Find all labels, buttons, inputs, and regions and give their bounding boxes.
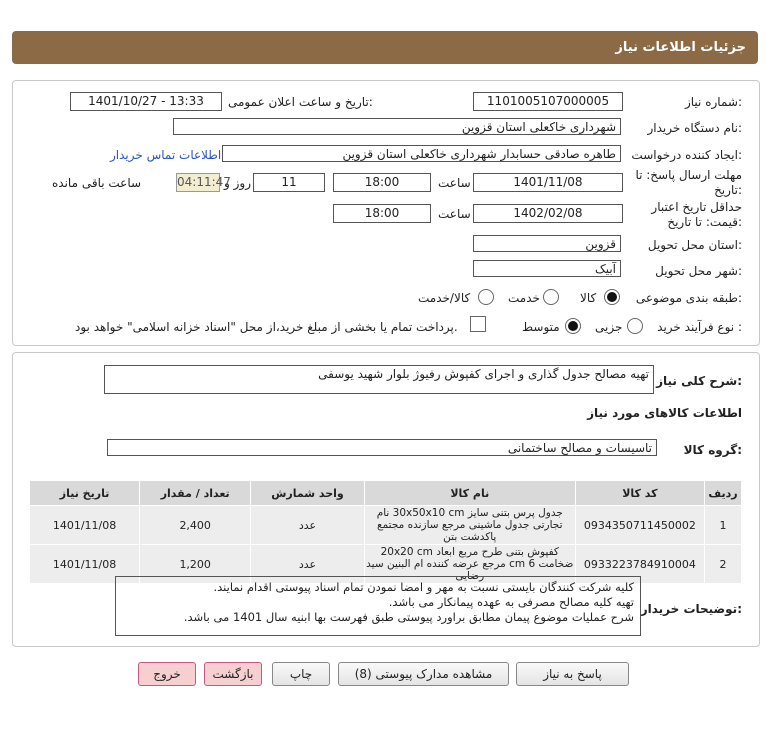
province-field: قزوین [473, 235, 621, 252]
category-option-service: خدمت [508, 291, 540, 305]
validity-time-label: ساعت [438, 207, 471, 221]
validity-label: حداقل تاریخ اعتبار [651, 200, 742, 214]
announce-field: 1401/10/27 - 13:33 [70, 92, 222, 111]
buyer-notes-box [115, 576, 641, 636]
col-date: تاریخ نیاز [30, 481, 140, 506]
back-button[interactable]: بازگشت [204, 662, 262, 686]
deadline-label-date: تاریخ: [714, 183, 742, 197]
category-radio-goods[interactable] [604, 289, 620, 305]
city-label: شهر محل تحویل: [655, 264, 742, 278]
table-header-row [30, 481, 742, 506]
deadline-date-field: 1401/11/08 [473, 173, 623, 192]
cell-name: جدول پرس بتنی سایز 30x50x10 cm نام تجارتی جدول ماشینی مرجع سازنده مجتمع پاکدشت بتن [364, 506, 575, 545]
cell-date: 1401/11/08 [30, 545, 140, 584]
col-name: نام کالا [364, 481, 575, 506]
process-note: پرداخت تمام یا بخشی از مبلغ خرید،از محل "اسناد خزانه اسلامی" خواهد بود. [75, 320, 458, 334]
province-label: استان محل تحویل: [647, 238, 742, 252]
process-option-medium: متوسط [522, 320, 560, 334]
cell-unit: عدد [251, 545, 364, 584]
page-title: جزئیات اطلاعات نیاز [615, 40, 746, 55]
attachments-button[interactable]: مشاهده مدارک پیوستی (8) [338, 662, 509, 686]
deadline-label: مهلت ارسال پاسخ: تا [635, 168, 742, 182]
category-option-goods: کالا [580, 291, 597, 305]
cell-qty: 1,200 [140, 545, 251, 584]
cell-qty: 2,400 [140, 506, 251, 545]
goods-group-label: گروه کالا: [683, 443, 742, 457]
col-code: کد کالا [575, 481, 704, 506]
cell-unit: عدد [251, 506, 364, 545]
remaining-time-field: 04:11:47 [176, 173, 220, 192]
cell-row: 1 [704, 506, 741, 545]
goods-table [29, 480, 742, 584]
treasury-checkbox[interactable] [470, 316, 486, 332]
category-label: طبقه بندی موضوعی: [635, 291, 742, 305]
creator-field: طاهره صادقی حسابدار شهرداری خاکعلی استان قزوین [222, 145, 621, 162]
process-label: نوع فرآیند خرید : [657, 320, 742, 334]
cell-code: 0933223784910004 [575, 545, 704, 584]
category-radio-service[interactable] [543, 289, 559, 305]
col-row: ردیف [704, 481, 741, 506]
days-label: روز و [224, 176, 251, 190]
validity-time-field: 18:00 [333, 204, 431, 223]
category-radio-goods-service[interactable] [478, 289, 494, 305]
col-qty: تعداد / مقدار [140, 481, 251, 506]
process-radio-medium[interactable] [565, 318, 581, 334]
validity-label-date: قیمت: تا تاریخ: [667, 215, 742, 229]
remaining-label: ساعت باقی مانده [52, 176, 142, 190]
goods-info-title: اطلاعات کالاهای مورد نیاز [587, 406, 742, 420]
category-option-goods-service: کالا/خدمت [418, 291, 471, 305]
city-field: آبیک [473, 260, 621, 277]
contact-info-link[interactable]: اطلاعات تماس خریدار [110, 148, 222, 162]
days-field: 11 [253, 173, 325, 192]
general-desc-label: شرح کلی نیاز: [656, 374, 742, 388]
need-number-field: 1101005107000005 [473, 92, 623, 111]
cell-row: 2 [704, 545, 741, 584]
col-unit: واحد شمارش [251, 481, 364, 506]
process-radio-minor[interactable] [627, 318, 643, 334]
cell-code: 0934350711450002 [575, 506, 704, 545]
buyer-notes-label: توضیحات خریدار: [640, 602, 742, 616]
table-row[interactable] [30, 506, 742, 545]
buyer-label: نام دستگاه خریدار: [647, 121, 742, 135]
buyer-field: شهرداری خاکعلی استان قزوین [173, 118, 621, 135]
need-number-label: شماره نیاز: [684, 95, 742, 109]
process-option-minor: جزیی [595, 320, 623, 334]
cell-date: 1401/11/08 [30, 506, 140, 545]
general-desc-field: تهیه مصالح جدول گذاری و اجرای کفپوش رفیوژ بلوار شهید یوسفی [104, 365, 654, 394]
buyer-note-line: کلیه شرکت کنندگان بایستی نسبت به مهر و امضا نمودن تمام اسناد پیوستی اقدام نمایند. [213, 580, 634, 594]
validity-date-field: 1402/02/08 [473, 204, 623, 223]
announce-label: تاریخ و ساعت اعلان عمومی: [228, 95, 373, 109]
page-header [12, 31, 758, 64]
creator-label: ایجاد کننده درخواست: [631, 148, 742, 162]
buyer-note-line: تهیه کلیه مصالح مصرفی به عهده پیمانکار می باشد. [388, 595, 634, 609]
cell-name: کفپوش بتنی طرح مربع ابعاد 20x20 cm ضخامت 6 cm مرجع عرضه کننده ام البنین سید رضایی [366, 546, 574, 582]
deadline-time-field: 18:00 [333, 173, 431, 192]
buyer-note-line: شرح عملیات موضوع پیمان مطابق براورد پیوستی طبق فهرست بها ابنیه سال 1401 می باشد. [183, 610, 634, 624]
print-button[interactable]: چاپ [272, 662, 330, 686]
reply-button[interactable]: پاسخ به نیاز [516, 662, 629, 686]
goods-group-field: تاسیسات و مصالح ساختمانی [107, 439, 657, 456]
exit-button[interactable]: خروج [138, 662, 196, 686]
deadline-time-label: ساعت [438, 176, 471, 190]
